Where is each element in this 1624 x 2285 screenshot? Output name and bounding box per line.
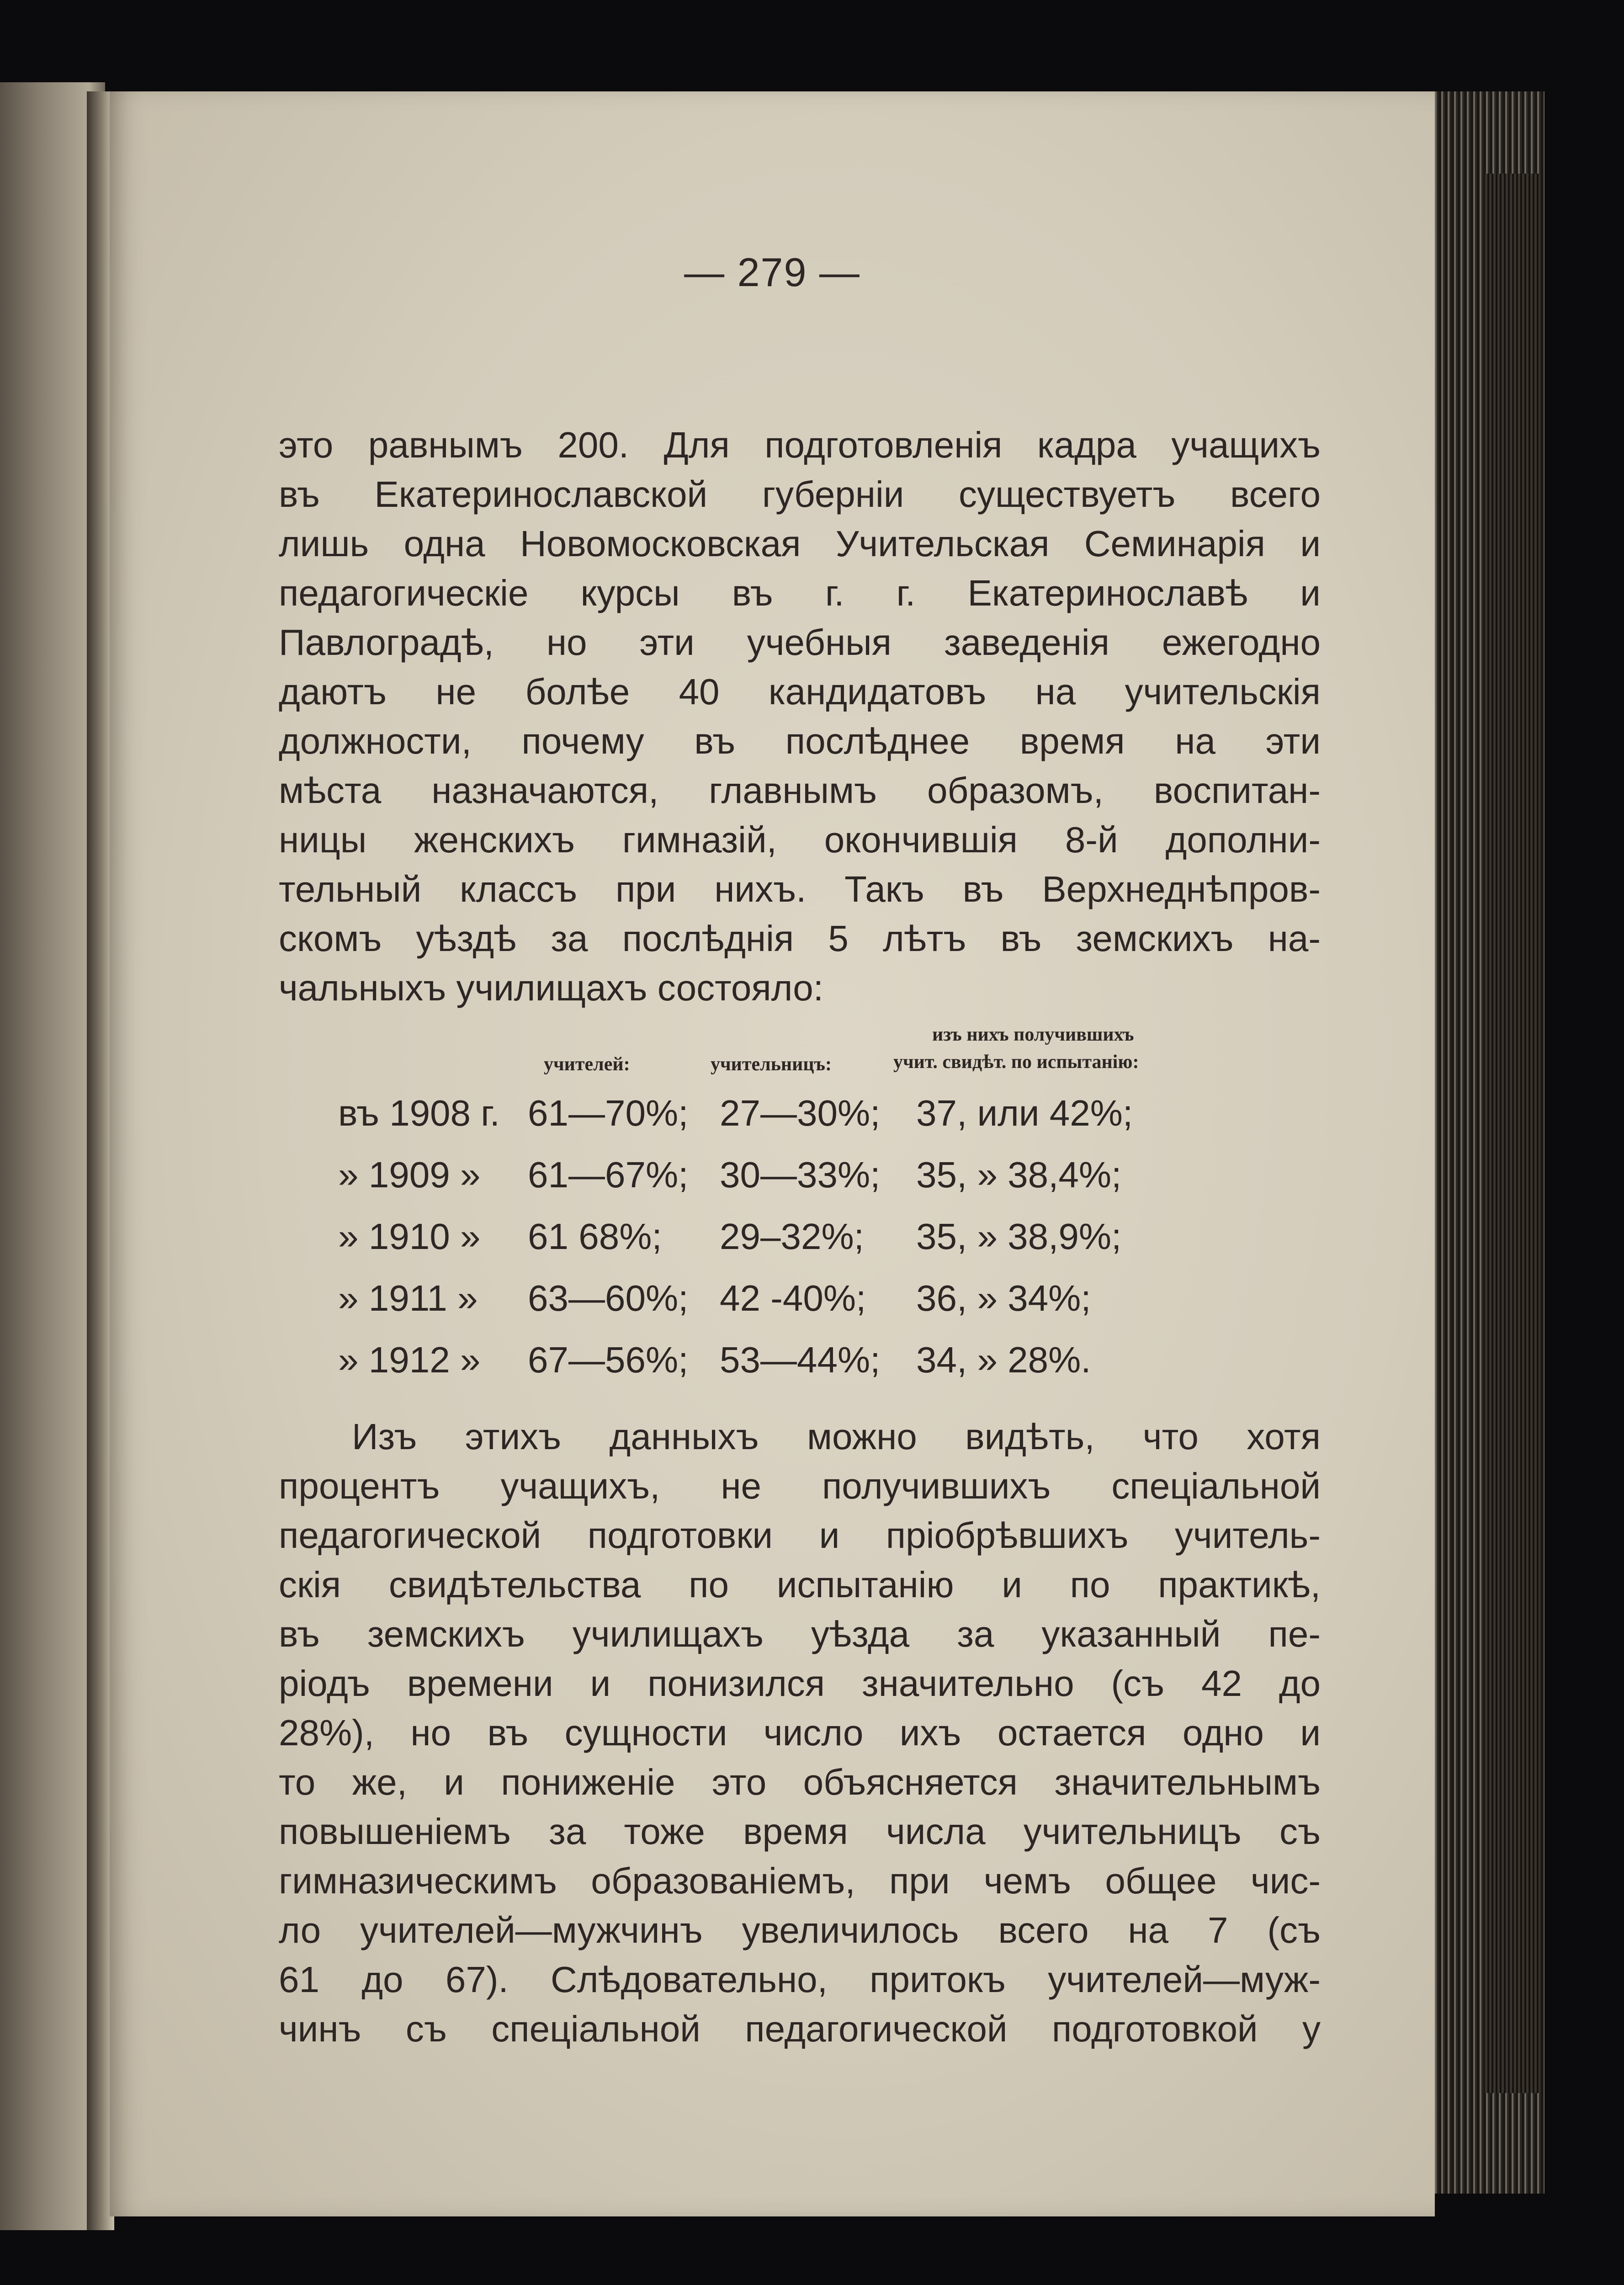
text-line: это равнымъ 200. Для подготовленія кадра учащихъ bbox=[279, 425, 1321, 465]
text-line: процентъ учащихъ, не получившихъ спеціальной bbox=[279, 1466, 1321, 1506]
row-certified: 37, или 42%; bbox=[916, 1093, 1133, 1133]
text-line: чинъ съ спеціальной педагогической подготовкой у bbox=[279, 2009, 1321, 2049]
text-line: чальныхъ училищахъ состояло: bbox=[279, 967, 823, 1008]
text-line: мѣста назначаются, главнымъ образомъ, воспитан- bbox=[279, 770, 1321, 811]
text-line: педагогическіе курсы въ г. г. Екатеринославѣ и bbox=[279, 573, 1321, 613]
text-line: тельный классъ при нихъ. Такъ въ Верхнеднѣпров- bbox=[279, 869, 1321, 909]
row-year: » 1910 » bbox=[338, 1216, 481, 1257]
row-male: 63—60%; bbox=[528, 1278, 689, 1318]
text-line: ло учителей—мужчинъ увеличилось всего на 7 (съ bbox=[279, 1910, 1321, 1950]
text-line: гимназическимъ образованіемъ, при чемъ общее чис- bbox=[279, 1860, 1321, 1901]
row-male: 61—70%; bbox=[528, 1093, 689, 1133]
text-line: ницы женскихъ гимназій, окончившія 8-й дополни- bbox=[279, 819, 1321, 860]
row-year: » 1909 » bbox=[338, 1154, 481, 1195]
text-line: 28%), но въ сущности число ихъ остается одно и bbox=[279, 1712, 1321, 1753]
row-female: 30—33%; bbox=[720, 1154, 881, 1195]
text-line: ріодъ времени и понизился значительно (съ 42 до bbox=[279, 1663, 1321, 1704]
row-certified: 36, » 34%; bbox=[916, 1278, 1091, 1318]
header-certified-top: изъ нихъ получившихъ bbox=[932, 1024, 1134, 1045]
text-line: то же, и пониженіе это объясняется значительнымъ bbox=[279, 1762, 1321, 1802]
text-line: лишь одна Новомосковская Учительская Семинарія и bbox=[279, 523, 1321, 564]
row-year: » 1911 » bbox=[338, 1278, 478, 1318]
row-year: въ 1908 г. bbox=[338, 1093, 500, 1133]
text-line: Изъ этихъ данныхъ можно видѣть, что хотя bbox=[352, 1416, 1321, 1457]
row-certified: 35, » 38,9%; bbox=[916, 1216, 1122, 1257]
row-certified: 34, » 28%. bbox=[916, 1339, 1091, 1380]
text-line: въ земскихъ училищахъ уѣзда за указанный пе- bbox=[279, 1614, 1321, 1654]
page-stack-edge-inner bbox=[1485, 174, 1540, 2093]
row-female: 53—44%; bbox=[720, 1339, 881, 1380]
row-male: 61 68%; bbox=[528, 1216, 662, 1257]
text-line: Павлоградѣ, но эти учебныя заведенія ежегодно bbox=[279, 622, 1321, 663]
text-line: должности, почему въ послѣднее время на эти bbox=[279, 721, 1321, 761]
text-line: 61 до 67). Слѣдовательно, притокъ учителей—муж- bbox=[279, 1959, 1321, 2000]
page-number: — 279 — bbox=[684, 250, 860, 295]
text-line: скомъ уѣздѣ за послѣднія 5 лѣтъ въ земскихъ на- bbox=[279, 918, 1321, 959]
row-certified: 35, » 38,4%; bbox=[916, 1154, 1122, 1195]
text-line: педагогической подготовки и пріобрѣвшихъ учитель- bbox=[279, 1515, 1321, 1556]
row-male: 61—67%; bbox=[528, 1154, 689, 1195]
row-female: 27—30%; bbox=[720, 1093, 881, 1133]
header-teachers-male: учителей: bbox=[544, 1054, 630, 1075]
text-line: скія свидѣтельства по испытанію и по практикѣ, bbox=[279, 1564, 1321, 1605]
row-year: » 1912 » bbox=[338, 1339, 481, 1380]
row-female: 42 -40%; bbox=[720, 1278, 866, 1318]
book-page bbox=[110, 91, 1435, 2216]
row-male: 67—56%; bbox=[528, 1339, 689, 1380]
row-female: 29–32%; bbox=[720, 1216, 864, 1257]
header-teachers-female: учительницъ: bbox=[711, 1054, 832, 1075]
text-line: въ Екатеринославской губерніи существуетъ всего bbox=[279, 474, 1321, 515]
header-certified-bottom: учит. свидѣт. по испытанію: bbox=[893, 1052, 1139, 1073]
text-line: повышеніемъ за тоже время числа учительницъ съ bbox=[279, 1811, 1321, 1852]
text-line: даютъ не болѣе 40 кандидатовъ на учительскія bbox=[279, 671, 1321, 712]
